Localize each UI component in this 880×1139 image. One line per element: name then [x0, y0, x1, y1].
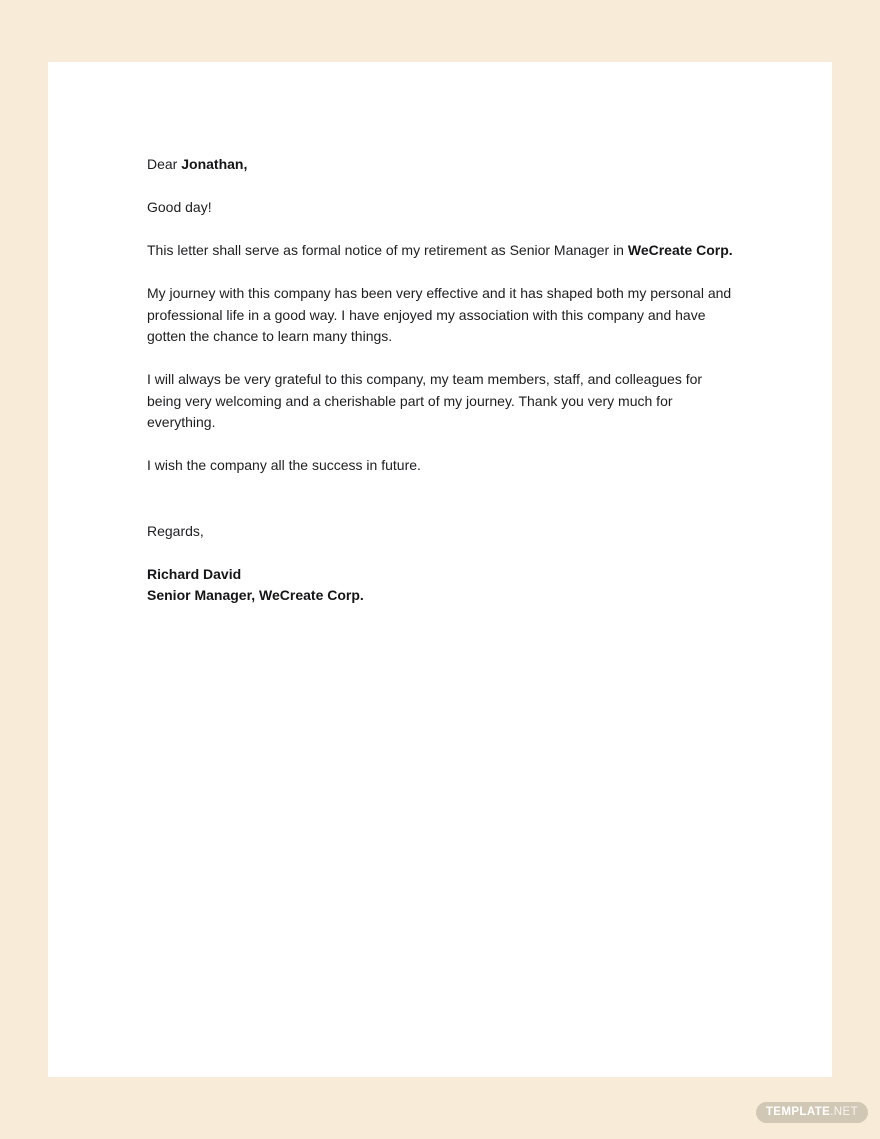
watermark-brand-bold: TEMPLATE: [765, 1106, 831, 1118]
signature-name: Richard David: [147, 565, 242, 582]
greeting-line: Good day!: [147, 199, 212, 215]
watermark-brand-light: .NET: [830, 1106, 858, 1118]
paragraph-gratitude: I will always be very grateful to this company, my team members, staff, and colleagues for being very welcoming and a cherishable part of my journey. Thank you very much for everything.: [147, 371, 703, 430]
signature-title: Senior Manager, WeCreate Corp.: [147, 587, 364, 603]
salutation-line: [147, 154, 739, 176]
recipient-name: Jonathan,: [181, 156, 248, 172]
signature-block: [147, 564, 739, 607]
paragraph-well-wishes: I wish the company all the success in future.: [147, 457, 421, 473]
salutation-prefix: Dear: [147, 156, 182, 172]
company-name: WeCreate Corp.: [627, 242, 733, 258]
template-net-watermark: [756, 1102, 868, 1123]
letter-body: [48, 62, 832, 607]
closing-line: Regards,: [147, 522, 204, 539]
document-page: [48, 62, 832, 1077]
paragraph-retirement-notice: [147, 240, 739, 262]
paragraph-journey: My journey with this company has been very effective and it has shaped both my personal and professional life in a good way. I have enjoyed my association with this company and have gotten the chance to learn many things.: [147, 285, 732, 344]
notice-text: This letter shall serve as formal notice of my retirement as Senior Manager in: [147, 242, 628, 258]
